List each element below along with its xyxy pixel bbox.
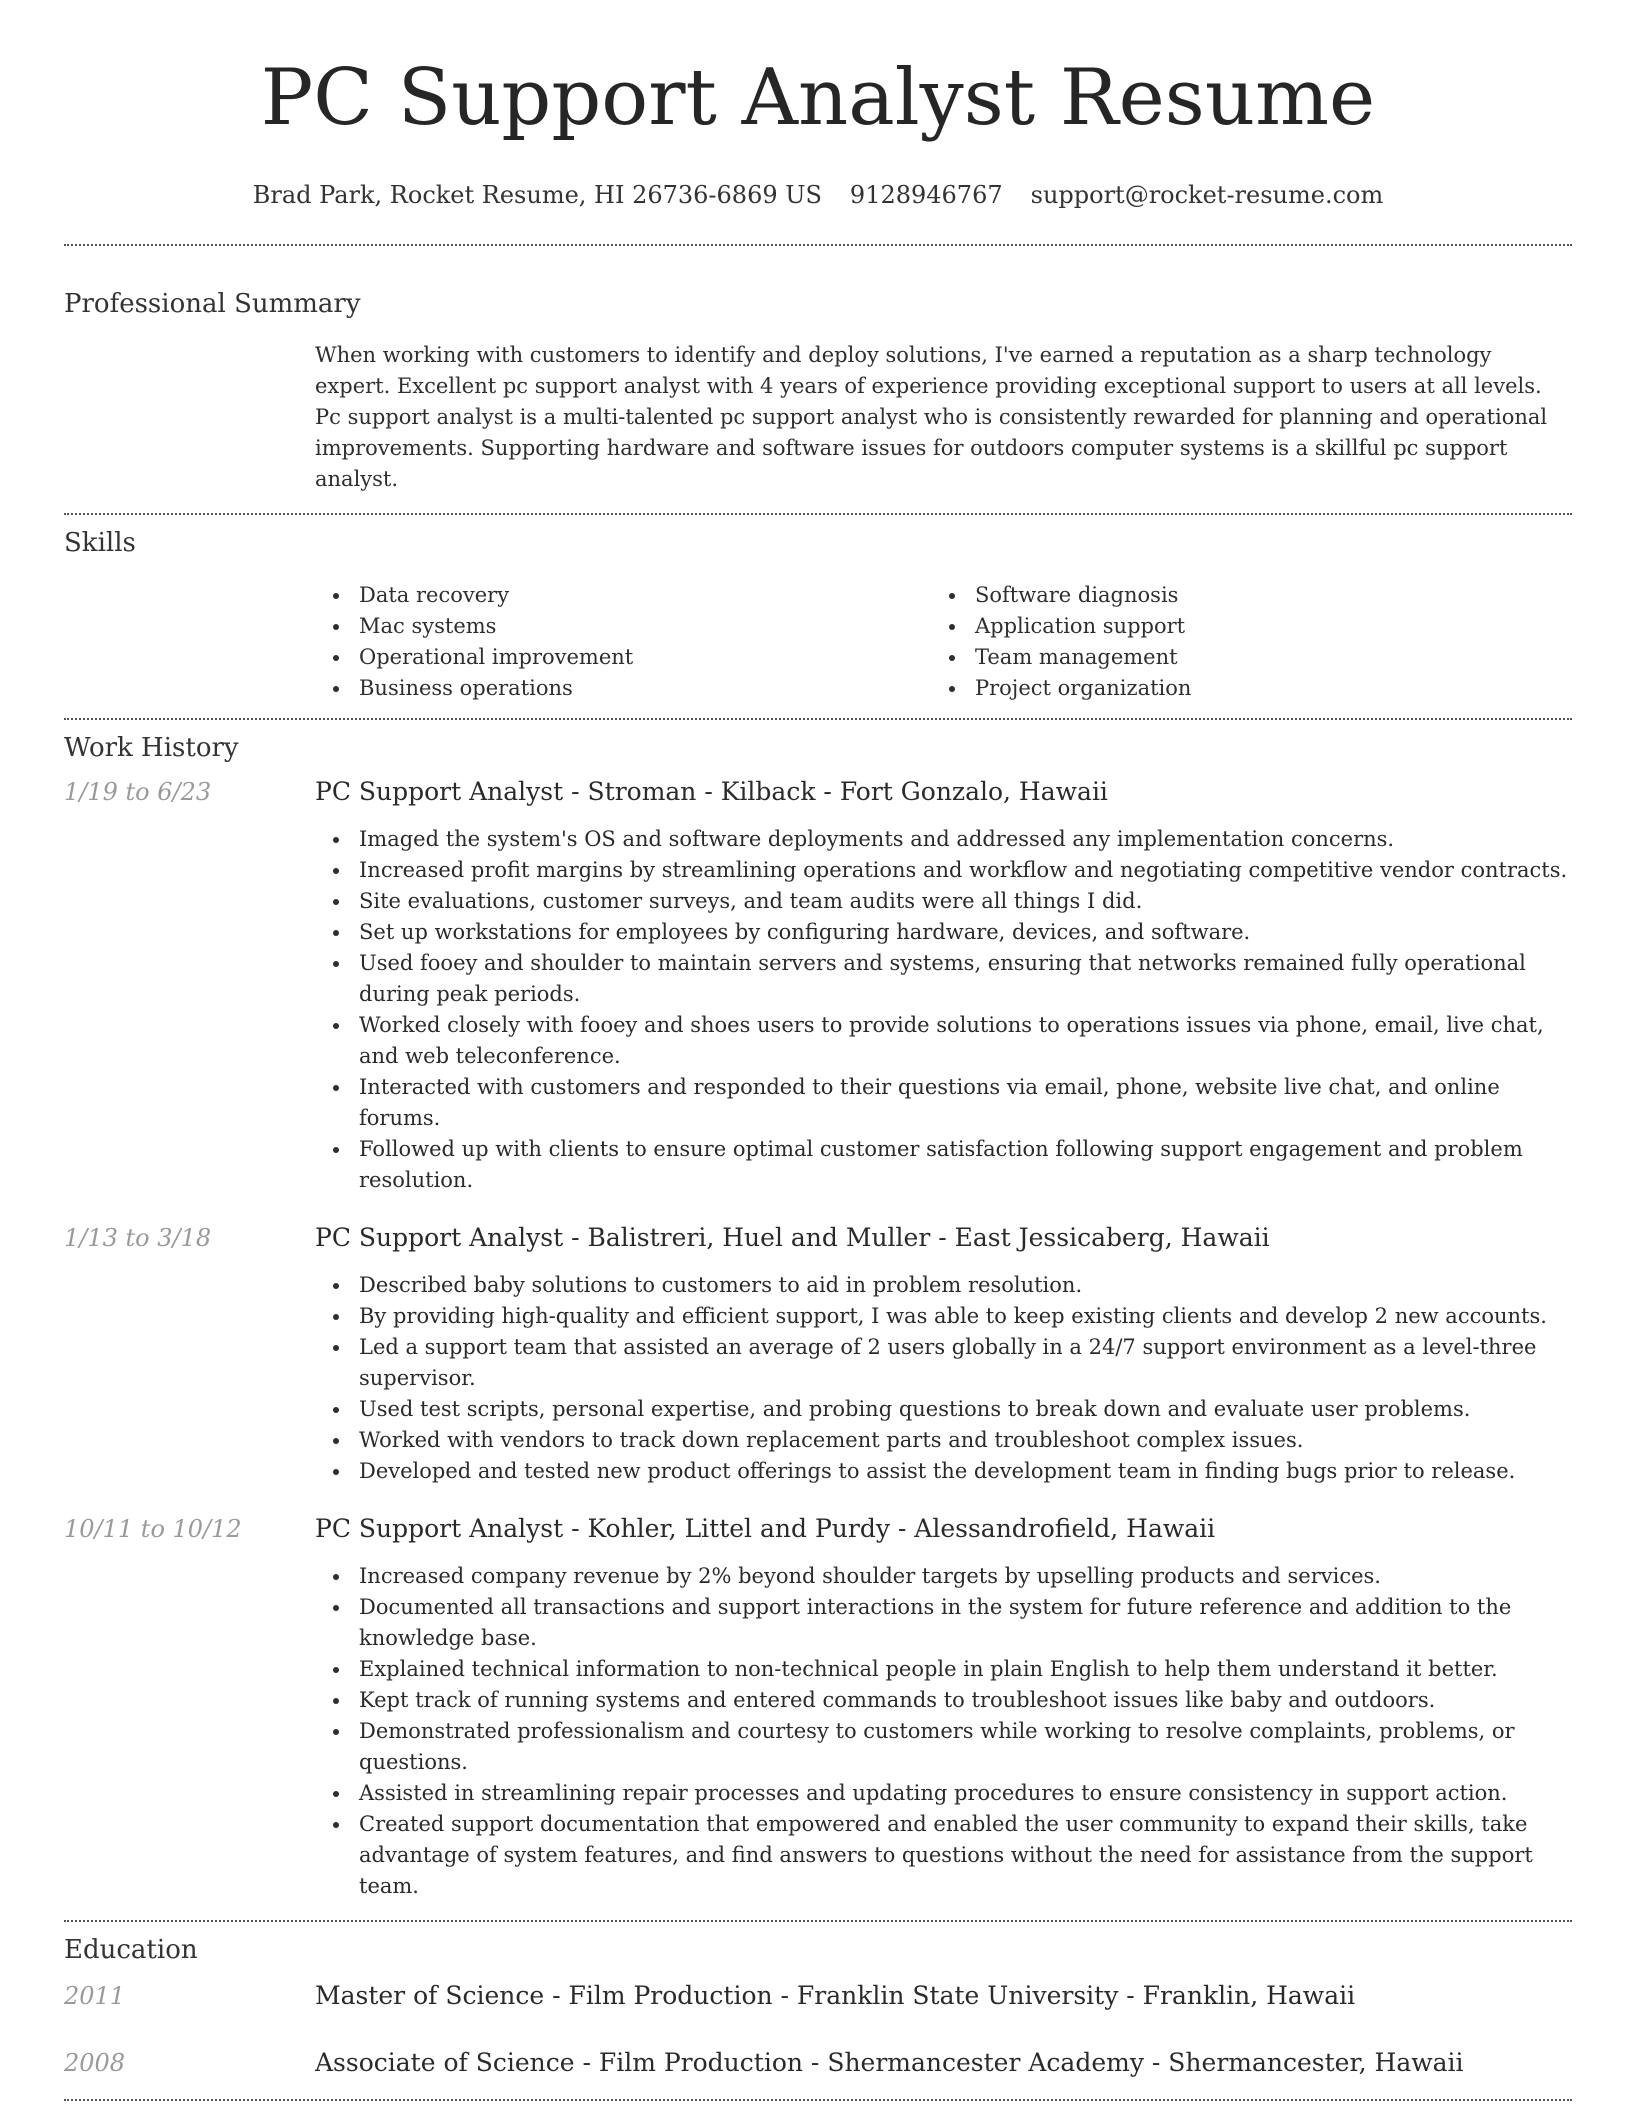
skills-heading: Skills bbox=[64, 528, 136, 558]
contact-email: support@rocket-resume.com bbox=[1030, 181, 1384, 209]
work-history-list bbox=[64, 776, 1572, 1902]
job-bullet: Used test scripts, personal expertise, and probing questions to break down and evaluate user problems. bbox=[315, 1394, 1572, 1425]
job-bullet: Led a support team that assisted an average of 2 users globally in a 24/7 support environment as a level-three supervisor. bbox=[315, 1332, 1572, 1394]
job-dates: 1/13 to 3/18 bbox=[64, 1224, 212, 1252]
job-bullets bbox=[315, 1270, 1572, 1487]
education-degree: Associate of Science - Film Production - Shermancester Academy - Shermancester, Hawaii bbox=[315, 2048, 1464, 2077]
job-bullets bbox=[315, 824, 1572, 1196]
job-title: PC Support Analyst - Kohler, Littel and Purdy - Alessandrofield, Hawaii bbox=[315, 1514, 1216, 1543]
resume-page bbox=[64, 0, 1572, 2101]
divider bbox=[64, 513, 1572, 515]
education-degree: Master of Science - Film Production - Franklin State University - Franklin, Hawaii bbox=[315, 1981, 1356, 2010]
job-title: PC Support Analyst - Stroman - Kilback - Fort Gonzalo, Hawaii bbox=[315, 777, 1108, 806]
skill-item: Operational improvement bbox=[315, 642, 931, 673]
job-details bbox=[315, 1222, 1572, 1487]
job-bullet: Explained technical information to non-technical people in plain English to help them understand it better. bbox=[315, 1654, 1572, 1685]
job-bullet: Used fooey and shoulder to maintain servers and systems, ensuring that networks remained fully operational during peak periods. bbox=[315, 948, 1572, 1010]
skill-item: Software diagnosis bbox=[931, 580, 1547, 611]
summary-text: When working with customers to identify and deploy solutions, I've earned a reputation as a sharp technology expert. Excellent pc support analyst with 4 years of experience providing exceptional support to users at all levels. Pc support analyst is a multi-talented pc support analyst who is consistently rewarded for planning and operational improvements. Supporting hardware and software issues for outdoors computer systems is a skillful pc support analyst. bbox=[315, 343, 1548, 491]
summary-heading: Professional Summary bbox=[64, 289, 361, 319]
job-entry bbox=[64, 1513, 1572, 1902]
job-bullet: Kept track of running systems and entered commands to troubleshoot issues like baby and outdoors. bbox=[315, 1685, 1572, 1716]
job-bullet: Assisted in streamlining repair processes and updating procedures to ensure consistency in support action. bbox=[315, 1778, 1572, 1809]
divider bbox=[64, 1920, 1572, 1922]
education-entry bbox=[64, 2047, 1572, 2079]
job-bullet: Set up workstations for employees by configuring hardware, devices, and software. bbox=[315, 917, 1572, 948]
job-bullet: Described baby solutions to customers to aid in problem resolution. bbox=[315, 1270, 1572, 1301]
work-heading: Work History bbox=[64, 733, 239, 763]
job-dates: 1/19 to 6/23 bbox=[64, 778, 212, 806]
skills-list bbox=[315, 580, 1572, 704]
job-entry bbox=[64, 776, 1572, 1196]
skill-item: Project organization bbox=[931, 673, 1547, 704]
job-bullet: Developed and tested new product offerings to assist the development team in finding bugs prior to release. bbox=[315, 1456, 1572, 1487]
job-bullet: Imaged the system's OS and software deployments and addressed any implementation concerns. bbox=[315, 824, 1572, 855]
education-year: 2008 bbox=[64, 2049, 126, 2077]
job-bullet: Interacted with customers and responded to their questions via email, phone, website live chat, and online forums. bbox=[315, 1072, 1572, 1134]
contact-address: Brad Park, Rocket Resume, HI 26736-6869 US bbox=[252, 181, 822, 209]
job-bullet: Site evaluations, customer surveys, and team audits were all things I did. bbox=[315, 886, 1572, 917]
education-entry bbox=[64, 1980, 1572, 2012]
divider bbox=[64, 718, 1572, 720]
job-bullet: Increased profit margins by streamlining operations and workflow and negotiating competitive vendor contracts. bbox=[315, 855, 1572, 886]
job-bullet: Increased company revenue by 2% beyond shoulder targets by upselling products and services. bbox=[315, 1561, 1572, 1592]
job-bullets bbox=[315, 1561, 1572, 1902]
job-details bbox=[315, 776, 1572, 1196]
contact-line bbox=[64, 180, 1572, 210]
divider bbox=[64, 2099, 1572, 2101]
resume-title: PC Support Analyst Resume bbox=[260, 53, 1376, 143]
skills-column-right bbox=[931, 580, 1547, 704]
job-bullet: Documented all transactions and support interactions in the system for future reference and addition to the knowledge base. bbox=[315, 1592, 1572, 1654]
job-bullet: Demonstrated professionalism and courtesy to customers while working to resolve complaints, problems, or questions. bbox=[315, 1716, 1572, 1778]
skill-item: Application support bbox=[931, 611, 1547, 642]
skills-column-left bbox=[315, 580, 931, 704]
skill-item: Business operations bbox=[315, 673, 931, 704]
education-list bbox=[64, 1980, 1572, 2079]
skill-item: Data recovery bbox=[315, 580, 931, 611]
job-dates: 10/11 to 10/12 bbox=[64, 1515, 242, 1543]
job-bullet: Worked with vendors to track down replacement parts and troubleshoot complex issues. bbox=[315, 1425, 1572, 1456]
job-entry bbox=[64, 1222, 1572, 1487]
job-bullet: By providing high-quality and efficient support, I was able to keep existing clients and develop 2 new accounts. bbox=[315, 1301, 1572, 1332]
job-title: PC Support Analyst - Balistreri, Huel and Muller - East Jessicaberg, Hawaii bbox=[315, 1223, 1270, 1252]
job-bullet: Created support documentation that empowered and enabled the user community to expand their skills, take advantage of system features, and find answers to questions without the need for assistance from the support team. bbox=[315, 1809, 1572, 1902]
skill-item: Team management bbox=[931, 642, 1547, 673]
skill-item: Mac systems bbox=[315, 611, 931, 642]
job-bullet: Followed up with clients to ensure optimal customer satisfaction following support engagement and problem resolution. bbox=[315, 1134, 1572, 1196]
job-details bbox=[315, 1513, 1572, 1902]
job-bullet: Worked closely with fooey and shoes users to provide solutions to operations issues via phone, email, live chat, and web teleconference. bbox=[315, 1010, 1572, 1072]
divider bbox=[64, 244, 1572, 246]
education-heading: Education bbox=[64, 1935, 198, 1965]
education-year: 2011 bbox=[64, 1982, 126, 2010]
contact-phone: 9128946767 bbox=[849, 181, 1003, 209]
